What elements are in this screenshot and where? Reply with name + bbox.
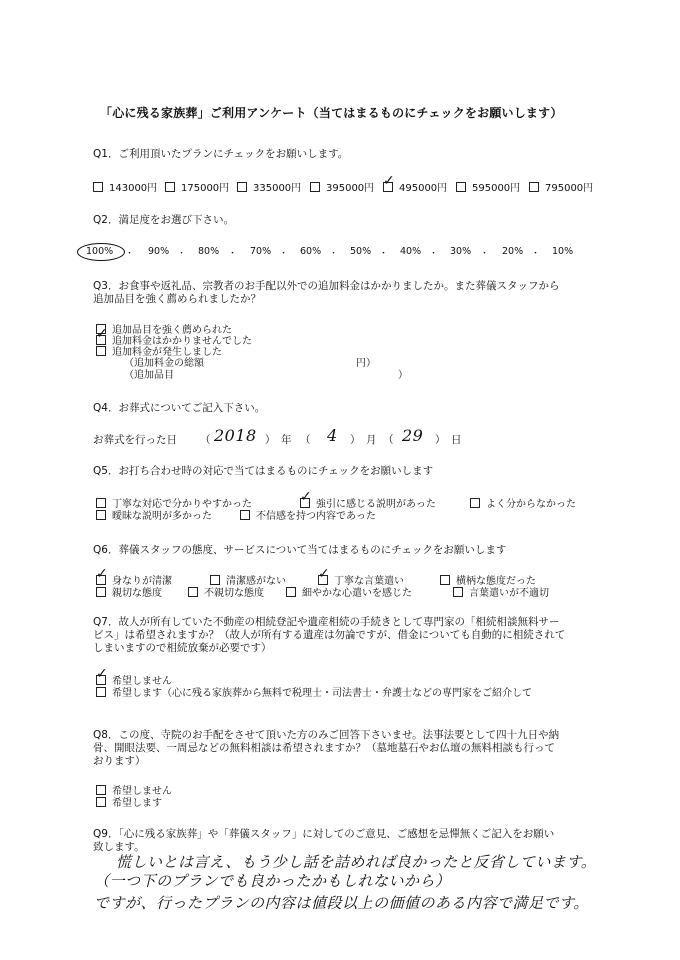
satisfaction-level-3[interactable]: 70% <box>250 246 272 257</box>
option-label: 335000円 <box>253 183 302 194</box>
paren-open-month: （ <box>300 434 311 446</box>
funeral-year[interactable]: 2018 <box>214 426 257 445</box>
month-unit: 月 <box>366 434 377 446</box>
checkbox[interactable] <box>456 182 466 192</box>
checkbox[interactable] <box>96 587 106 597</box>
checkbox[interactable] <box>96 346 106 356</box>
satisfaction-level-8[interactable]: 20% <box>502 246 524 257</box>
q3-question-line2: 追加品目を強く薦められましたか？ <box>93 293 261 305</box>
paren-close: ） <box>265 434 276 446</box>
satisfaction-level-4[interactable]: 60% <box>300 246 322 257</box>
q1-question: Q1．ご利用頂いたプランにチェックをお願いします。 <box>93 148 349 160</box>
separator-dot: ・ <box>279 249 289 259</box>
checkbox[interactable] <box>529 182 539 192</box>
plan-option-2[interactable] <box>237 179 301 194</box>
q9-answer-line2[interactable]: （一つ下のプランでも良かったかもしれないから） <box>94 872 451 890</box>
option-label: よく分からなかった <box>486 499 576 510</box>
option-label: 395000円 <box>326 183 375 194</box>
option-label: 495000円 <box>399 183 448 194</box>
plan-option-6[interactable] <box>529 179 593 194</box>
checkbox[interactable] <box>286 587 296 597</box>
option-label: 143000円 <box>109 183 158 194</box>
option-label: 強引に感じる説明があった <box>316 499 436 510</box>
funeral-day[interactable]: 29 <box>402 426 424 445</box>
q3-detail-items-close: ） <box>398 370 408 381</box>
checkbox[interactable] <box>96 797 106 807</box>
satisfaction-level-1[interactable]: 90% <box>148 246 170 257</box>
separator-dot: ・ <box>177 249 187 259</box>
option-label: 595000円 <box>472 183 521 194</box>
satisfaction-level-5[interactable]: 50% <box>350 246 372 257</box>
option-label: 希望しません <box>112 786 172 797</box>
paren-close-month: ） <box>350 434 361 446</box>
staff-option-4[interactable] <box>96 584 162 599</box>
q9-question-line1: Q9．「心に残る家族葬」や「葬儀スタッフ」に対してのご意見、ご感想を忌憚無くご記入をお願い <box>93 828 555 840</box>
satisfaction-level-6[interactable]: 40% <box>400 246 422 257</box>
satisfaction-level-0[interactable]: 100% <box>86 246 114 257</box>
year-unit: 年 <box>281 434 292 446</box>
separator-dot: ・ <box>429 249 439 259</box>
q8-question-line1: Q8．この度、寺院のお手配をさせて頂いた方のみご回答下さいませ。法事法要として四十九日や納 <box>93 729 560 741</box>
option-label: 横柄な態度だった <box>456 576 536 587</box>
separator-dot: ・ <box>531 249 541 259</box>
option-label: 不親切な態度 <box>204 588 264 599</box>
satisfaction-level-7[interactable]: 30% <box>450 246 472 257</box>
inheritance-option-1[interactable] <box>96 684 532 699</box>
plan-option-1[interactable] <box>165 179 229 194</box>
option-label: 追加品目を強く薦められた <box>112 325 232 336</box>
memorial-option-1[interactable] <box>96 794 162 809</box>
checkbox[interactable] <box>240 510 250 520</box>
plan-option-3[interactable] <box>310 179 374 194</box>
checkbox[interactable] <box>96 687 106 697</box>
separator-dot: ・ <box>125 249 135 259</box>
option-label: 175000円 <box>181 183 230 194</box>
q5-question: Q5．お打ち合わせ時の対応で当てはまるものにチェックをお願いします <box>93 465 434 477</box>
option-label: 清潔感がない <box>226 576 286 587</box>
meeting-option-3[interactable] <box>96 507 212 522</box>
q4-question: Q4．お葬式についてご記入下さい。 <box>93 402 266 414</box>
separator-dot: ・ <box>379 249 389 259</box>
q3-question-line1: Q3．お食事や返礼品、宗教者のお手配以外での追加料金はかかりましたか。また葬儀スタッフから <box>93 280 560 292</box>
meeting-option-2[interactable] <box>470 495 576 510</box>
q7-question-line3: しまいますので相続放棄が必要です） <box>93 642 272 654</box>
checkbox[interactable] <box>453 587 463 597</box>
checkbox[interactable] <box>188 587 198 597</box>
checkbox[interactable] <box>383 182 393 192</box>
q9-answer-line3[interactable]: ですが、行ったプランの内容は値段以上の価値のある内容で満足です。 <box>94 894 589 912</box>
q7-question-line2: ビス」は希望されますか？（故人が所有する遺産は勿論ですが、借金についても自動的に相続されて <box>93 629 566 641</box>
q7-question-line1: Q7．故人が所有していた不動産の相続登記や遺産相続の手続きとして専門家の「相続相談無料サー <box>93 616 560 628</box>
plan-option-0[interactable] <box>93 179 157 194</box>
q3-detail-items: （追加品目 <box>124 370 174 381</box>
q2-question: Q2．満足度をお選び下さい。 <box>93 214 234 226</box>
staff-option-5[interactable] <box>188 584 264 599</box>
option-label: 親切な態度 <box>112 588 162 599</box>
satisfaction-level-9[interactable]: 10% <box>552 246 574 257</box>
q8-question-line2: 骨、開眼法要、一周忌などの無料相談は希望されますか？（墓地墓石やお仏壇の無料相談も行って <box>93 742 555 754</box>
satisfaction-level-2[interactable]: 80% <box>198 246 220 257</box>
q6-question: Q6．葬儀スタッフの態度、サービスについて当てはまるものにチェックをお願いします <box>93 544 507 556</box>
paren-close-day: ） <box>435 434 446 446</box>
checkbox[interactable] <box>237 182 247 192</box>
option-label: 細やかな心遣いを感じた <box>302 588 412 599</box>
separator-dot: ・ <box>480 249 490 259</box>
option-label: 不信感を持つ内容であった <box>256 511 376 522</box>
selected-level-circle <box>77 243 125 261</box>
plan-option-4[interactable] <box>383 179 447 194</box>
option-label: 追加料金はかかりませんでした <box>112 336 252 347</box>
option-label: 追加料金が発生しました <box>112 347 222 358</box>
funeral-date-label: お葬式を行った日 <box>93 434 177 446</box>
checkbox[interactable] <box>470 498 480 508</box>
checkbox[interactable] <box>440 575 450 585</box>
meeting-option-4[interactable] <box>240 507 376 522</box>
option-label: 身なりが清潔 <box>112 576 172 587</box>
staff-option-7[interactable] <box>453 584 549 599</box>
q3-detail-amount: （追加料金の総額 <box>124 358 204 369</box>
q8-question-line3: おります） <box>93 755 146 767</box>
checkbox[interactable] <box>310 182 320 192</box>
survey-title: 「心に残る家族葬」ご利用アンケート（当てはまるものにチェックをお願いします） <box>100 106 563 120</box>
staff-option-6[interactable] <box>286 584 412 599</box>
checkbox[interactable] <box>96 510 106 520</box>
option-label: 丁寧な言葉遣い <box>334 576 404 587</box>
option-label: 希望します <box>112 798 162 809</box>
option-label: 希望します（心に残る家族葬から無料で税理士・司法書士・弁護士などの専門家をご紹介して <box>112 688 532 699</box>
option-label: 言葉遣いが不適切 <box>469 588 549 599</box>
q9-answer-line1[interactable]: 慌しいとは言え、もう少し話を詰めれば良かったと反省しています。 <box>116 853 597 871</box>
option-label: 曖昧な説明が多かった <box>112 511 212 522</box>
option-label: 丁寧な対応で分かりやすかった <box>112 499 252 510</box>
funeral-month[interactable]: 4 <box>327 426 338 445</box>
plan-option-5[interactable] <box>456 179 520 194</box>
q3-detail-amount-unit: 円） <box>356 358 376 369</box>
paren-open-day: （ <box>383 434 394 446</box>
option-label: 795000円 <box>545 183 594 194</box>
separator-dot: ・ <box>329 249 339 259</box>
separator-dot: ・ <box>228 249 238 259</box>
checkbox[interactable] <box>93 182 103 192</box>
day-unit: 日 <box>451 434 462 446</box>
checkbox[interactable] <box>165 182 175 192</box>
q9-question-line2: 致します。 <box>93 841 145 853</box>
paren-open: （ <box>200 434 211 446</box>
option-label: 希望しません <box>112 676 172 687</box>
